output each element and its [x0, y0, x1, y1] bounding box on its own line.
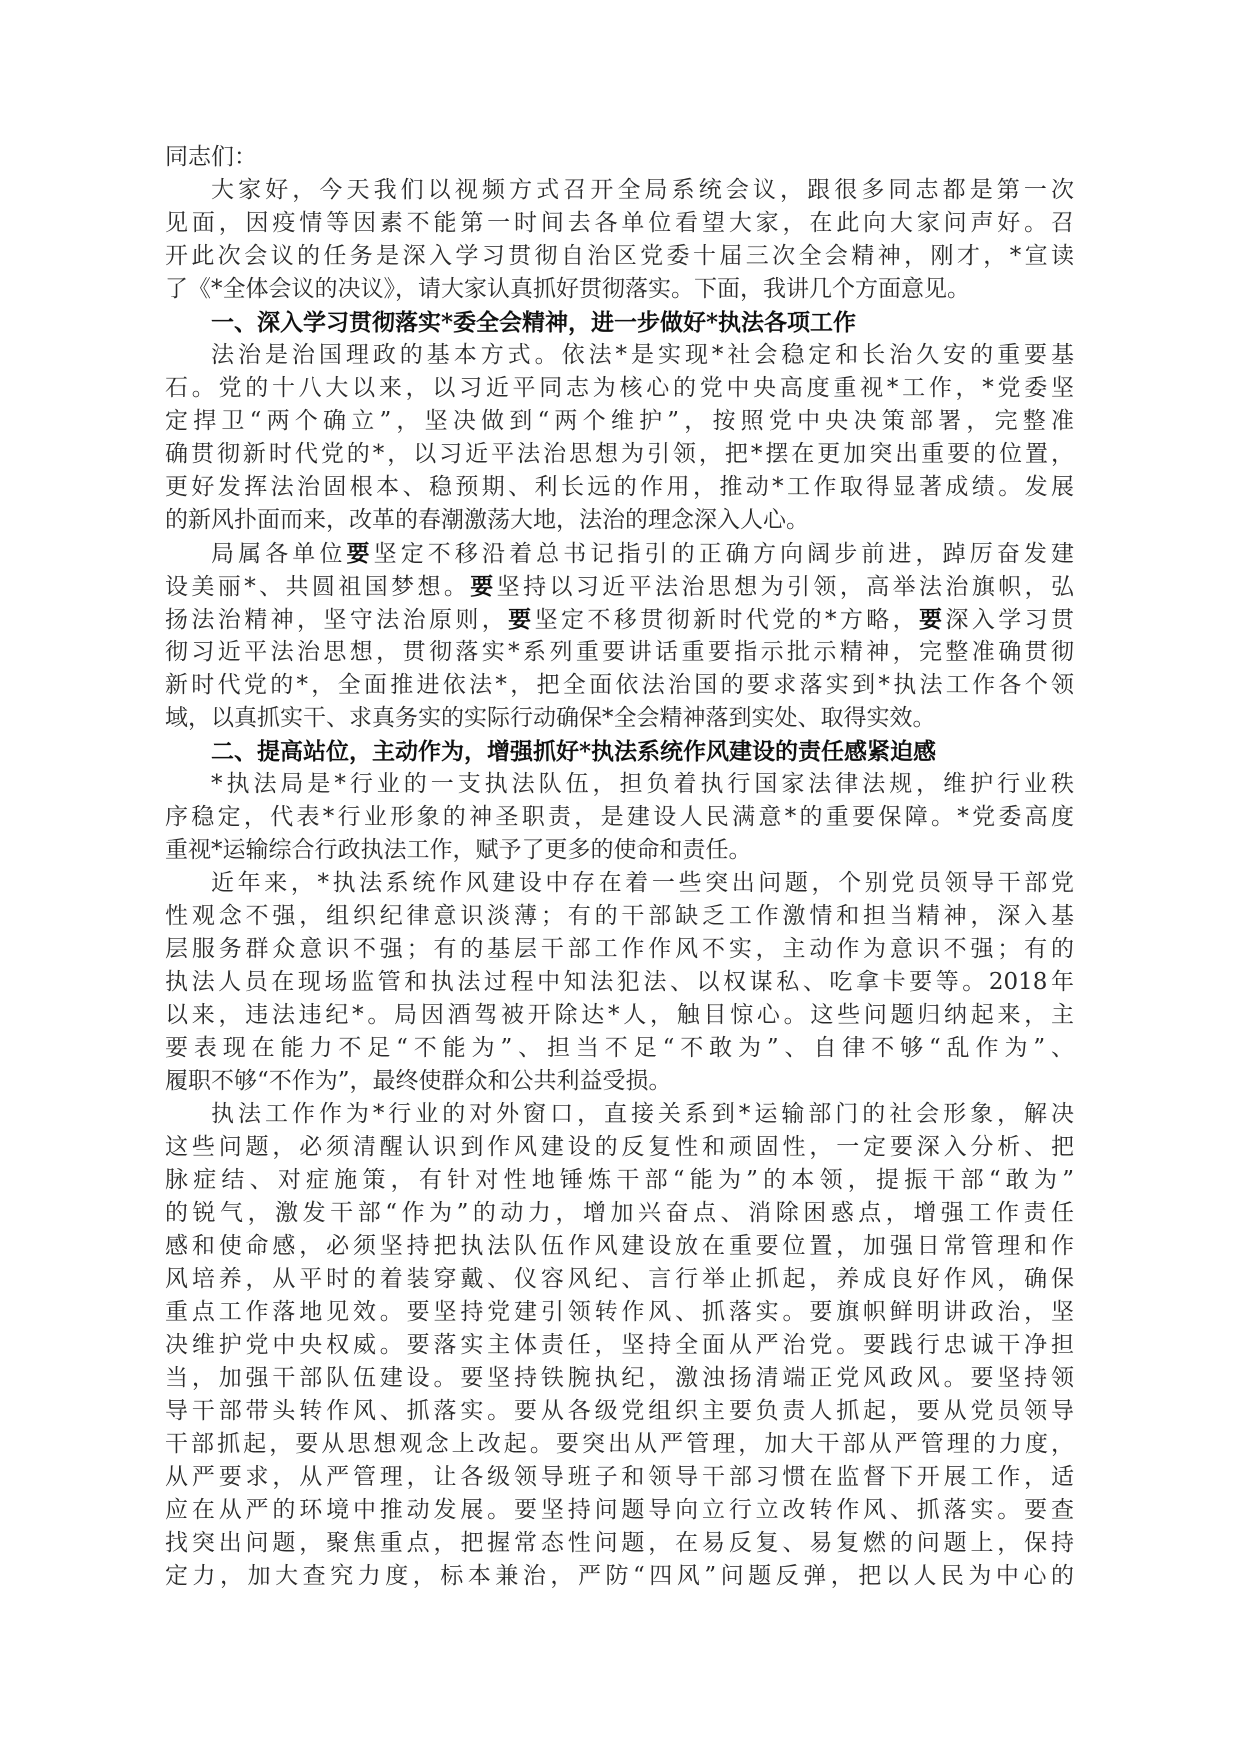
- text-line: 找突出问题，聚焦重点，把握常态性问题，在易反复、易复燃的问题上，保持: [165, 1530, 1074, 1556]
- text-line: 层服务群众意识不强；有的基层干部工作作风不实，主动作为意识不强；有的: [165, 936, 1074, 962]
- bold-text: 要: [919, 606, 946, 633]
- text-line: 感和使命感，必须坚持把执法队伍作风建设放在重要位置，加强日常管理和作: [165, 1233, 1074, 1259]
- document-page: [165, 141, 1074, 1593]
- text-line: 从严要求，从严管理，让各级领导班子和领导干部习惯在监督下开展工作，适: [165, 1464, 1074, 1490]
- text-line: 执法人员在现场监管和执法过程中知法犯法、以权谋私、吃拿卡要等。2018年: [165, 969, 1074, 995]
- text-line: 履职不够“不作为”，最终使群众和公共利益受损。: [165, 1068, 672, 1094]
- text-segment: 扬法治精神，坚守法治原则，: [165, 607, 509, 633]
- text-line: 的锐气，激发干部“作为”的动力，增加兴奋点、消除困惑点，增强工作责任: [165, 1200, 1074, 1226]
- bold-text: 要: [508, 606, 535, 633]
- text-segment: 深入学习贯: [945, 607, 1074, 633]
- text-line: 脉症结、对症施策，有针对性地锤炼干部“能为”的本领，提振干部“敢为”: [165, 1167, 1074, 1193]
- text-segment: 坚持以习近平法治思想为引领，高举法治旗帜，弘: [496, 574, 1074, 600]
- text-line: 序稳定，代表*行业形象的神圣职责，是建设人民满意*的重要保障。*党委高度: [165, 804, 1074, 830]
- text-line: 执法工作作为*行业的对外窗口，直接关系到*运输部门的社会形象，解决: [211, 1101, 1074, 1127]
- text-line: 域，以真抓实干、求真务实的实际行动确保*全会精神落到实处、取得实效。: [165, 705, 936, 731]
- text-line: 大家好，今天我们以视频方式召开全局系统会议，跟很多同志都是第一次: [211, 177, 1074, 203]
- text-line: 导干部带头转作风、抓落实。要从各级党组织主要负责人抓起，要从党员领导: [165, 1398, 1074, 1424]
- bold-text: 要: [346, 540, 374, 567]
- text-line: [165, 603, 1074, 636]
- paragraph: [165, 174, 1074, 306]
- text-line: 见面，因疫情等因素不能第一时间去各单位看望大家，在此向大家问声好。召: [165, 210, 1074, 236]
- text-line: 定力，加大查究力度，标本兼治，严防“四风”问题反弹，把以人民为中心的: [165, 1563, 1074, 1589]
- text-line: [165, 537, 1074, 570]
- salutation: 同志们：: [165, 144, 257, 170]
- paragraph: [165, 867, 1074, 1098]
- text-line: 法治是治国理政的基本方式。依法*是实现*社会稳定和长治久安的重要基: [211, 342, 1074, 368]
- text-line: 当，加强干部队伍建设。要坚持铁腕执纪，激浊扬清端正党风政风。要坚持领: [165, 1365, 1074, 1391]
- text-segment: 坚定不移贯彻新时代党的*方略，: [534, 607, 920, 633]
- text-line: 决维护党中央权威。要落实主体责任，坚持全面从严治党。要践行忠诚干净担: [165, 1332, 1074, 1358]
- text-line: 要表现在能力不足“不能为”、担当不足“不敢为”、自律不够“乱作为”、: [165, 1035, 1074, 1061]
- text-line: 彻习近平法治思想，贯彻落实*系列重要讲话重要指示批示精神，完整准确贯彻: [165, 639, 1074, 665]
- text-line: 风培养，从平时的着装穿戴、仪容风纪、言行举止抓起，养成良好作风，确保: [165, 1266, 1074, 1292]
- text-line: 性观念不强，组织纪律意识淡薄；有的干部缺乏工作激情和担当精神，深入基: [165, 903, 1074, 929]
- paragraph: [165, 1098, 1074, 1593]
- text-line: 二、提高站位，主动作为，增强抓好*执法系统作风建设的责任感紧迫感: [211, 738, 937, 765]
- text-line: 重视*运输综合行政执法工作，赋予了更多的使命和责任。: [165, 837, 752, 863]
- paragraph: [165, 768, 1074, 867]
- text-line: 了《*全体会议的决议》，请大家认真抓好贯彻落实。下面，我讲几个方面意见。: [165, 276, 970, 302]
- text-line: 更好发挥法治固根本、稳预期、利长远的作用，推动*工作取得显著成绩。发展: [165, 474, 1074, 500]
- text-line: 确贯彻新时代党的*，以习近平法治思想为引领，把*摆在更加突出重要的位置，: [165, 441, 1074, 467]
- text-segment: 坚定不移沿着总书记指引的正确方向阔步前进，踔厉奋发建: [373, 541, 1074, 567]
- text-line: 定捍卫“两个确立”，坚决做到“两个维护”，按照党中央决策部署，完整准: [165, 408, 1074, 434]
- text-line: 石。党的十八大以来，以习近平同志为核心的党中央高度重视*工作，*党委坚: [165, 375, 1074, 401]
- text-line: 重点工作落地见效。要坚持党建引领转作风、抓落实。要旗帜鲜明讲政治，坚: [165, 1299, 1074, 1325]
- text-line: 一、深入学习贯彻落实*委全会精神，进一步做好*执法各项工作: [211, 309, 857, 336]
- text-line: 应在从严的环境中推动发展。要坚持问题导向立行立改转作风、抓落实。要查: [165, 1497, 1074, 1523]
- text-line: [165, 570, 1074, 603]
- paragraph: [165, 537, 1074, 735]
- text-line: 这些问题，必须清醒认识到作风建设的反复性和顽固性，一定要深入分析、把: [165, 1134, 1074, 1160]
- text-line: *执法局是*行业的一支执法队伍，担负着执行国家法律法规，维护行业秩: [211, 771, 1074, 797]
- text-line: 干部抓起，要从思想观念上改起。要突出从严管理，加大干部从严管理的力度，: [165, 1431, 1074, 1457]
- section-heading: [165, 306, 1074, 339]
- paragraph: [165, 339, 1074, 537]
- text-line: 开此次会议的任务是深入学习贯彻自治区党委十届三次全会精神，刚才，*宣读: [165, 243, 1074, 269]
- section-heading: [165, 735, 1074, 768]
- text-line: 以来，违法违纪*。局因酒驾被开除达*人，触目惊心。这些问题归纳起来，主: [165, 1002, 1074, 1028]
- text-segment: 局属各单位: [211, 541, 347, 567]
- text-line: 新时代党的*，全面推进依法*，把全面依法治国的要求落实到*执法工作各个领: [165, 672, 1074, 698]
- text-line: 的新风扑面而来，改革的春潮激荡大地，法治的理念深入人心。: [165, 507, 809, 533]
- bold-text: 要: [470, 573, 497, 600]
- text-segment: 设美丽*、共圆祖国梦想。: [165, 574, 471, 600]
- document-body: [165, 174, 1074, 1593]
- text-line: 近年来，*执法系统作风建设中存在着一些突出问题，个别党员领导干部党: [211, 870, 1074, 896]
